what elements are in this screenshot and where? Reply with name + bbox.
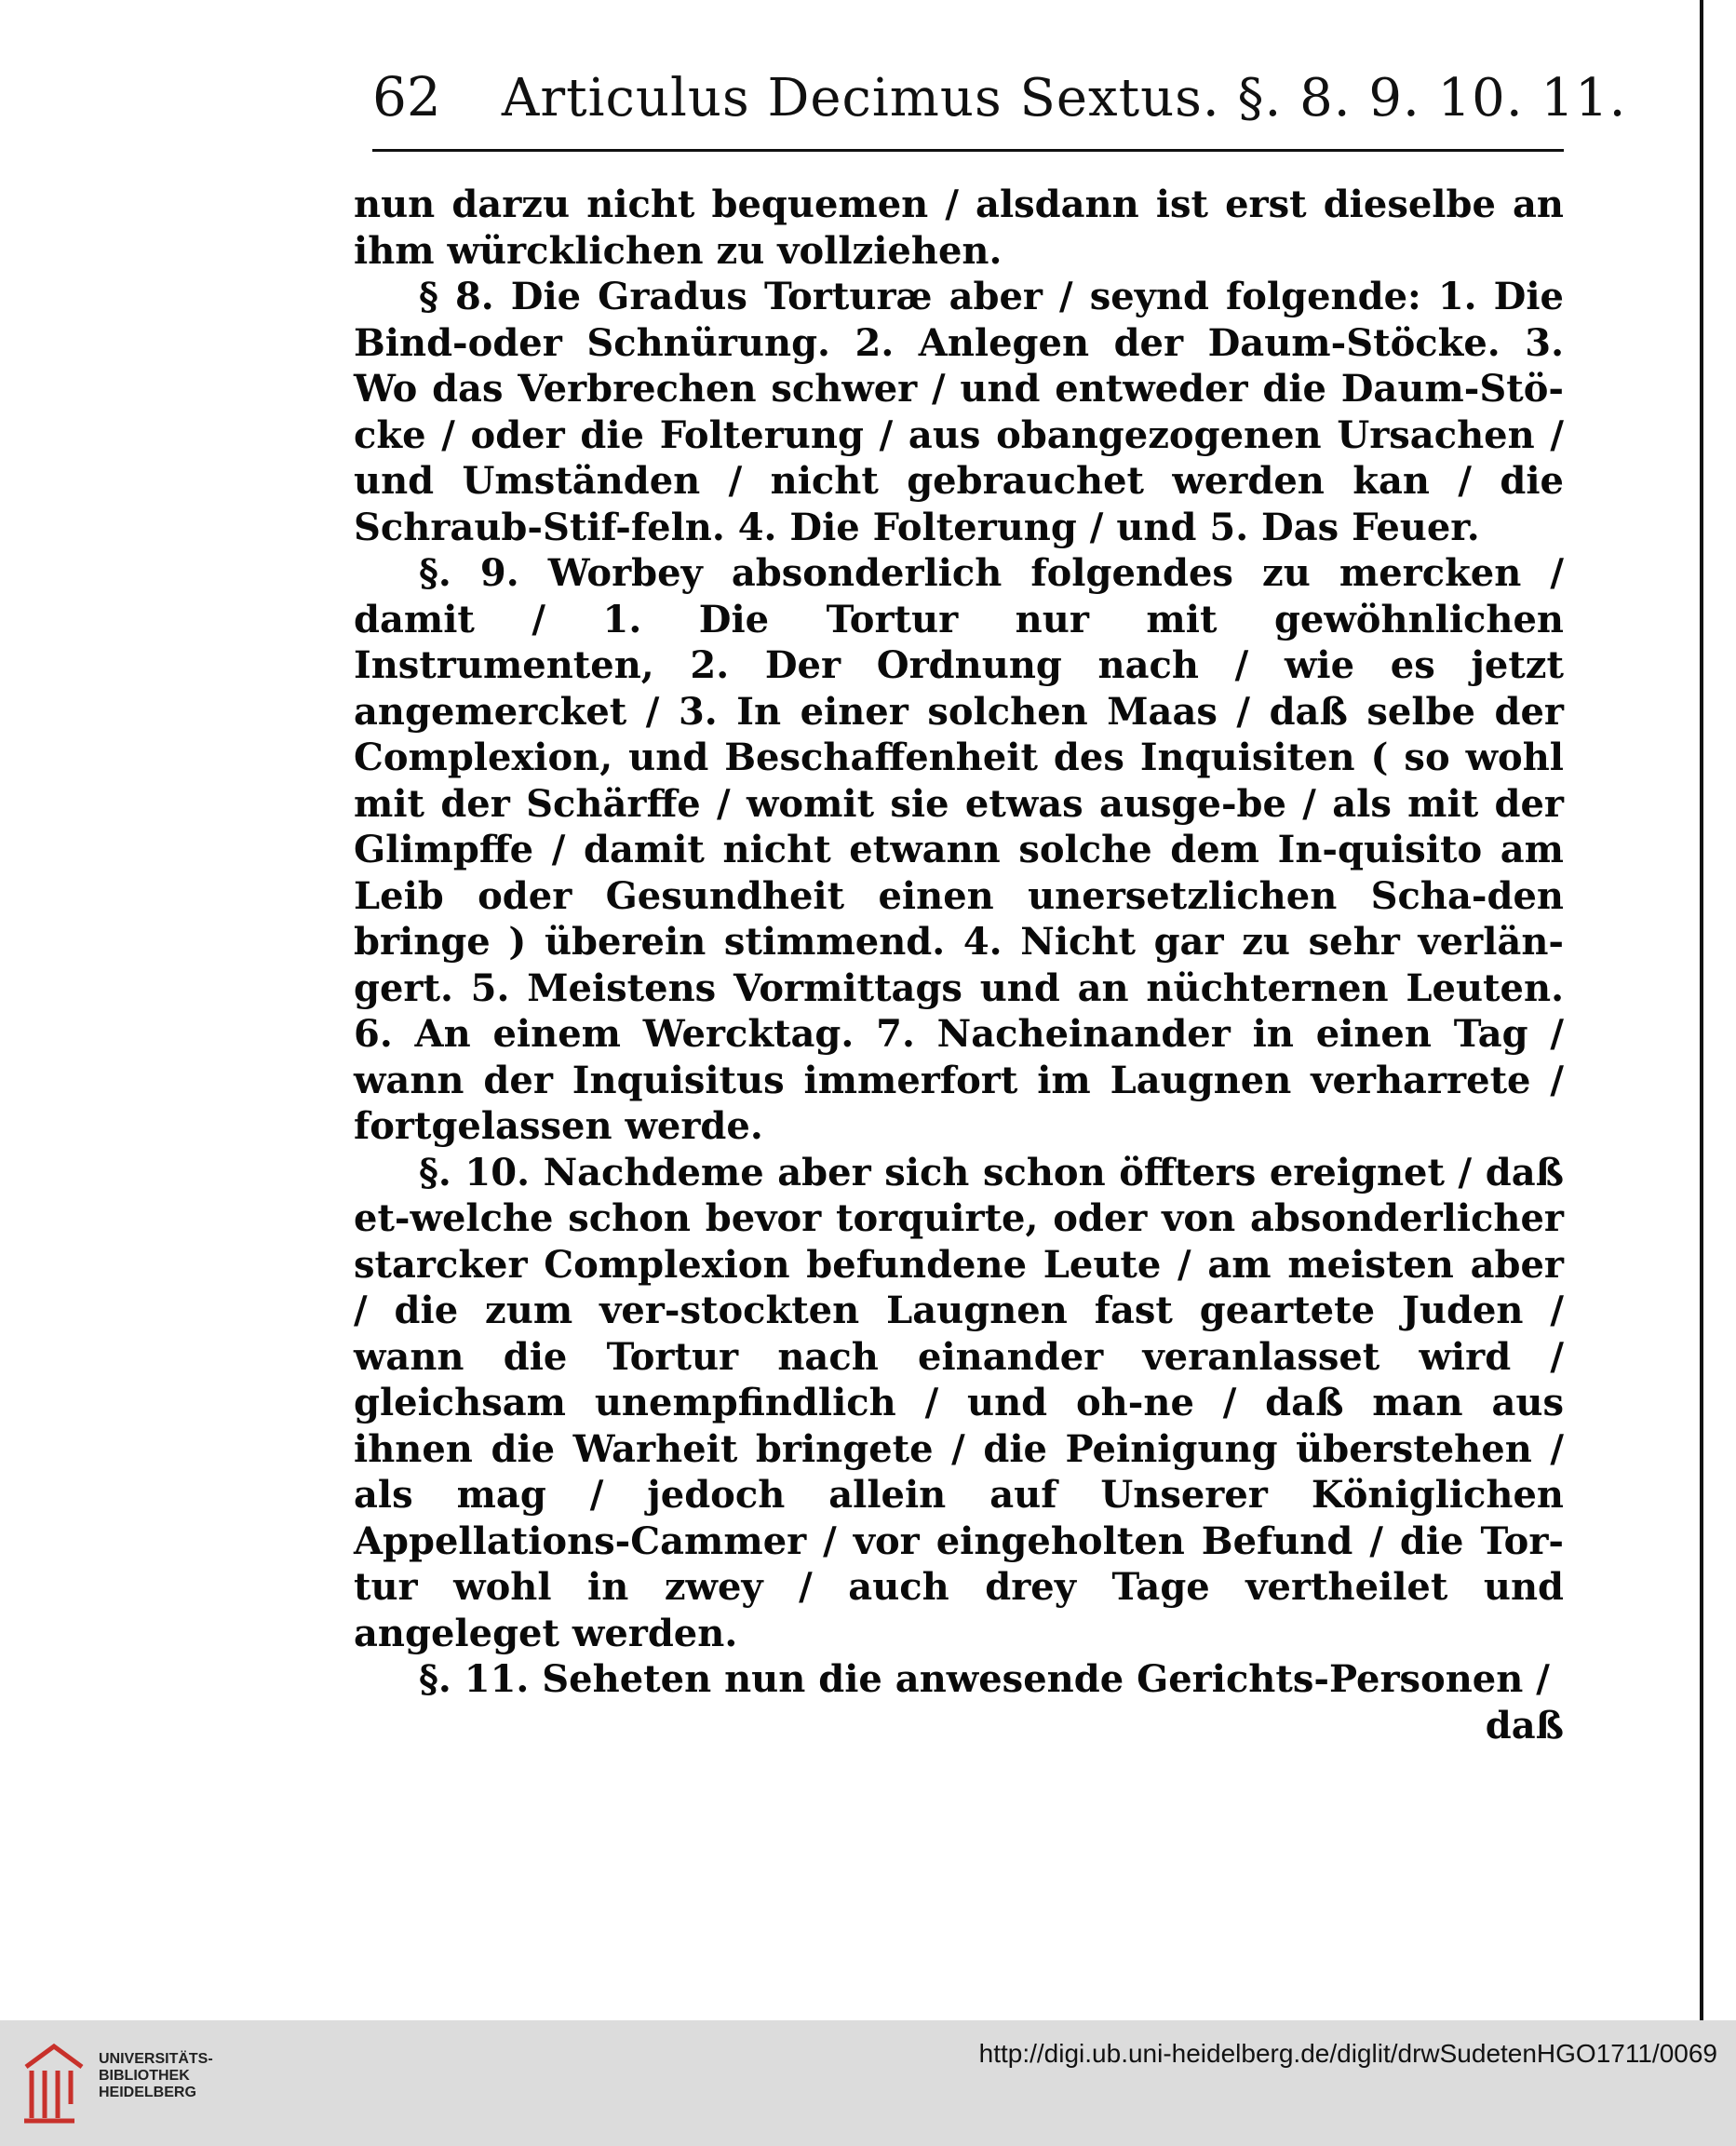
page-header [372, 65, 1627, 140]
header-rule [372, 149, 1564, 152]
catchword: daß [1485, 1703, 1564, 1748]
library-name-line3: HEIDELBERG [99, 2085, 196, 2100]
library-name-line2: BIBLIOTHEK [99, 2068, 190, 2084]
paragraph-section-8: § 8. Die Gradus Torturæ aber / seynd folgende: 1. Die Bind-oder Schnürung. 2. Anlegen der Daum-Stöcke. 3. Wo das Verbrechen schwer / und entweder die Daum-Stö-cke / oder die Folterung / aus obangezogenen Ursachen / und Umständen / nicht gebrauchet werden kan / die Schraub-Stif-feln. 4. Die Folterung / und 5. Das Feuer. [354, 275, 1564, 549]
university-library-logo-icon[interactable] [17, 2039, 91, 2127]
running-title: Articulus Decimus Sextus. §. 8. 9. 10. 11. [501, 68, 1627, 128]
paragraph-section-9: §. 9. Worbey absonderlich folgendes zu mercken / damit / 1. Die Tortur nur mit gewöhnlichen Instrumenten, 2. Der Ordnung nach / wie es jetzt angemercket / 3. In einer solchen Maas / daß selbe der Complexion, und Beschaffenheit des Inquisiten ( so wohl mit der Schärffe / womit sie etwas ausge-be / als mit der Glimpffe / damit nicht etwann solche dem In-quisito am Leib oder Gesundheit einen unersetzlichen Scha-den bringe ) überein stimmend. 4. Nicht gar zu sehr verlän-gert. 5. Meistens Vormittags und an nüchternen Leuten. 6. An einem Wercktag. 7. Nacheinander in einen Tag / wann der Inquisitus immerfort im Laugnen verharrete / fortgelassen werde. [354, 551, 1564, 1148]
permalink-url[interactable]: http://digi.ub.uni-heidelberg.de/diglit/drwSudetenHGO1711/0069 [978, 2039, 1717, 2068]
paragraph-continuation: nun darzu nicht bequemen / alsdann ist erst dieselbe an ihm würcklichen zu vollziehen. [354, 182, 1564, 273]
page-edge-shadow [1700, 0, 1703, 2020]
library-name-line1: UNIVERSITÄTS- [99, 2051, 213, 2067]
page-number: 62 [372, 65, 441, 128]
body-text [354, 182, 1564, 1748]
paragraph-section-11: §. 11. Seheten nun die anwesende Gerichts-Personen / [419, 1657, 1550, 1701]
library-name[interactable] [99, 2051, 213, 2101]
paragraph-section-10: §. 10. Nachdeme aber sich schon öffters ereignet / daß et-welche schon bevor torquirte, oder von absonderlicher starcker Complexion befundene Leute / am meisten aber / die zum ver-stockten Laugnen fast geartete Juden / wann die Tortur nach einander veranlasset wird / gleichsam unempfindlich / und oh-ne / daß man aus ihnen die Warheit bringete / die Peinigung überstehen / als mag / jedoch allein auf Unserer Königlichen Appellations-Cammer / vor eingeholten Befund / die Tor-tur wohl in zwey / auch drey Tage vertheilet und angeleget werden. [354, 1150, 1564, 1655]
